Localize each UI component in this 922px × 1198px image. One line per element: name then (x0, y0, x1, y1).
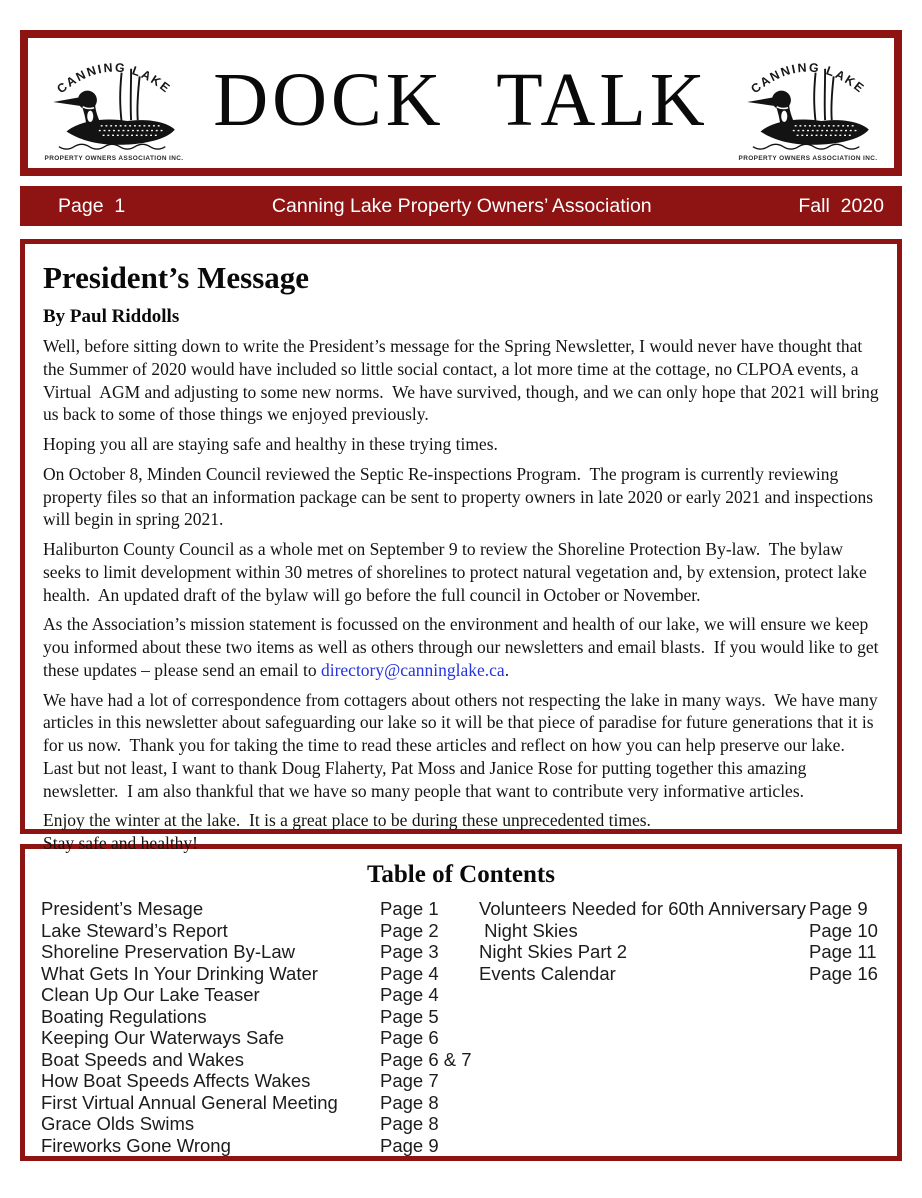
toc-entry-title: President’s Mesage (41, 898, 204, 919)
paragraph: Well, before sitting down to write the President’s message for the Spring Newsletter, I would never have thought that the Summer of 2020 would have included so little social contact, a lot more time at the cottage, no CLPOA events, a Virtual AGM and adjusting to some new norms. We have survived, though, and we can only hope that 2021 will bring us back to some of those things we enjoyed previously. (43, 336, 883, 425)
paragraph-text: . (504, 659, 510, 680)
toc-entry (41, 1070, 479, 1092)
toc-entry-page: Page 3 (380, 941, 439, 963)
toc-entry (479, 898, 881, 920)
paragraph: On October 8, Minden Council reviewed the Septic Re-inspections Program. The program is currently reviewing property files so that an information package can be sent to property owners in late 2020 or early 2021 and inspections will begin in spring 2021. (43, 463, 878, 530)
toc-entry-page: Page 7 (380, 1070, 439, 1092)
logo-arc-text: CANNING LAKE (748, 60, 868, 97)
toc-entry (41, 1113, 479, 1135)
banner-association-name: Canning Lake Property Owners’ Association (271, 194, 652, 217)
banner-page-number: Page 1 (58, 194, 126, 217)
toc-entry-title: Volunteers Needed for 60th Anniversary (479, 898, 807, 919)
toc-entry-title: Boat Speeds and Wakes (41, 1048, 244, 1070)
logo-subtitle-text: PROPERTY OWNERS ASSOCIATION INC. (44, 155, 184, 162)
banner-bar (20, 186, 902, 226)
logo-arc-text: CANNING LAKE (54, 60, 174, 97)
toc-entry (41, 963, 479, 985)
toc-entry-title: Night Skies (479, 919, 578, 941)
toc-entry (41, 1049, 479, 1071)
toc-title: Table of Contents (367, 861, 555, 888)
toc-entry-title: What Gets In Your Drinking Water (41, 962, 318, 984)
toc-entry-title: Events Calendar (479, 962, 616, 984)
toc-entry-title: Fireworks Gone Wrong (41, 1135, 231, 1157)
paragraph-with-email (43, 613, 883, 681)
toc-entry (479, 941, 881, 963)
toc-entry-title: Grace Olds Swims (41, 1113, 195, 1135)
paragraph-line: We have had a lot of correspondence from cottagers about others not respecting the lake in many ways. We have many articles in this newsletter about safeguarding our lake so it will be that piece of paradise for future generations that it is for us now. Thank you for taking the time to read these articles and reflect on how you can help preserve our lake. (43, 689, 883, 755)
presidents-message-section (20, 239, 902, 853)
toc-entry-page: Page 8 (380, 1113, 439, 1135)
toc-entry (41, 1092, 479, 1114)
toc-entry-title: First Virtual Annual General Meeting (41, 1091, 338, 1113)
toc-entry-page: Page 2 (380, 919, 439, 941)
toc-left-column (41, 898, 479, 1157)
toc-entry-page: Page 6 (380, 1027, 439, 1049)
toc-entry-page: Page 5 (380, 1005, 439, 1027)
toc-entry-title: Shoreline Preservation By-Law (41, 941, 295, 963)
toc-entry (41, 920, 479, 942)
toc-entry-page: Page 9 (380, 1135, 439, 1157)
paragraph-line: Last but not least, I want to thank Doug Flaherty, Pat Moss and Janice Rose for putting together this amazing newsletter. I am also thankful that we have so many people that want to contribute very informative articles. (43, 757, 811, 801)
toc-entry-page: Page 8 (380, 1091, 439, 1113)
paragraph: Haliburton County Council as a whole met on September 9 to review the Shoreline Protection By-law. The bylaw seeks to limit development within 30 metres of shorelines to protect natural vegetation and, by extension, protect lake health. An updated draft of the bylaw will go before the full council in October or November. (43, 539, 872, 605)
email-link[interactable]: directory@canninglake.ca (320, 659, 505, 680)
toc-right-column (479, 898, 881, 1157)
clpoa-loon-logo-right (732, 42, 884, 164)
toc-entry (41, 984, 479, 1006)
paragraph-line: Enjoy the winter at the lake. It is a great place to be during these unprecedented times. (43, 810, 651, 831)
paragraph (43, 689, 883, 803)
toc-entry-page: Page 4 (380, 984, 439, 1006)
toc-entry-page: Page 1 (380, 898, 439, 919)
newsletter-title: DOCK TALK (213, 58, 709, 142)
toc-entry (41, 898, 479, 920)
toc-entry-page: Page 9 (809, 898, 868, 919)
logo-subtitle-text: PROPERTY OWNERS ASSOCIATION INC. (738, 155, 878, 162)
paragraph-text: As the Association’s mission statement is focussed on the environment and health of our lake, we will ensure we keep you informed about these two items as well as others through our newsletters and email blasts. If you would like to get these updates – please send an email to (43, 614, 883, 680)
toc-entry (41, 1027, 479, 1049)
toc-entry-title: How Boat Speeds Affects Wakes (41, 1070, 311, 1092)
banner-issue-date: Fall 2020 (798, 194, 884, 217)
toc-entry (41, 1135, 479, 1157)
toc-columns (41, 898, 881, 1157)
byline: By Paul Riddolls (43, 306, 180, 327)
toc-entry (41, 941, 479, 963)
paragraph: Hoping you all are staying safe and healthy in these trying times. (43, 434, 498, 454)
section-title: President’s Message (43, 260, 310, 295)
toc-entry-title: Keeping Our Waterways Safe (41, 1027, 285, 1049)
toc-entry-title: Boating Regulations (41, 1005, 207, 1027)
toc-entry-page: Page 11 (809, 941, 877, 963)
toc-entry-page: Page 4 (380, 962, 439, 984)
clpoa-loon-logo-left (38, 42, 190, 164)
toc-entry (479, 920, 881, 942)
toc-entry (41, 1006, 479, 1028)
toc-entry-title: Lake Steward’s Report (41, 919, 228, 941)
paragraph-line: Stay safe and healthy! (43, 833, 199, 853)
masthead (20, 30, 902, 176)
toc-entry-title: Night Skies Part 2 (479, 941, 628, 963)
toc-entry-page: Page 6 & 7 (380, 1048, 472, 1070)
toc-entry-page: Page 10 (809, 919, 878, 941)
toc-entry-title: Clean Up Our Lake Teaser (41, 984, 260, 1006)
toc-entry-page: Page 16 (809, 962, 878, 984)
toc-entry (479, 963, 881, 985)
table-of-contents-section (20, 844, 902, 1161)
